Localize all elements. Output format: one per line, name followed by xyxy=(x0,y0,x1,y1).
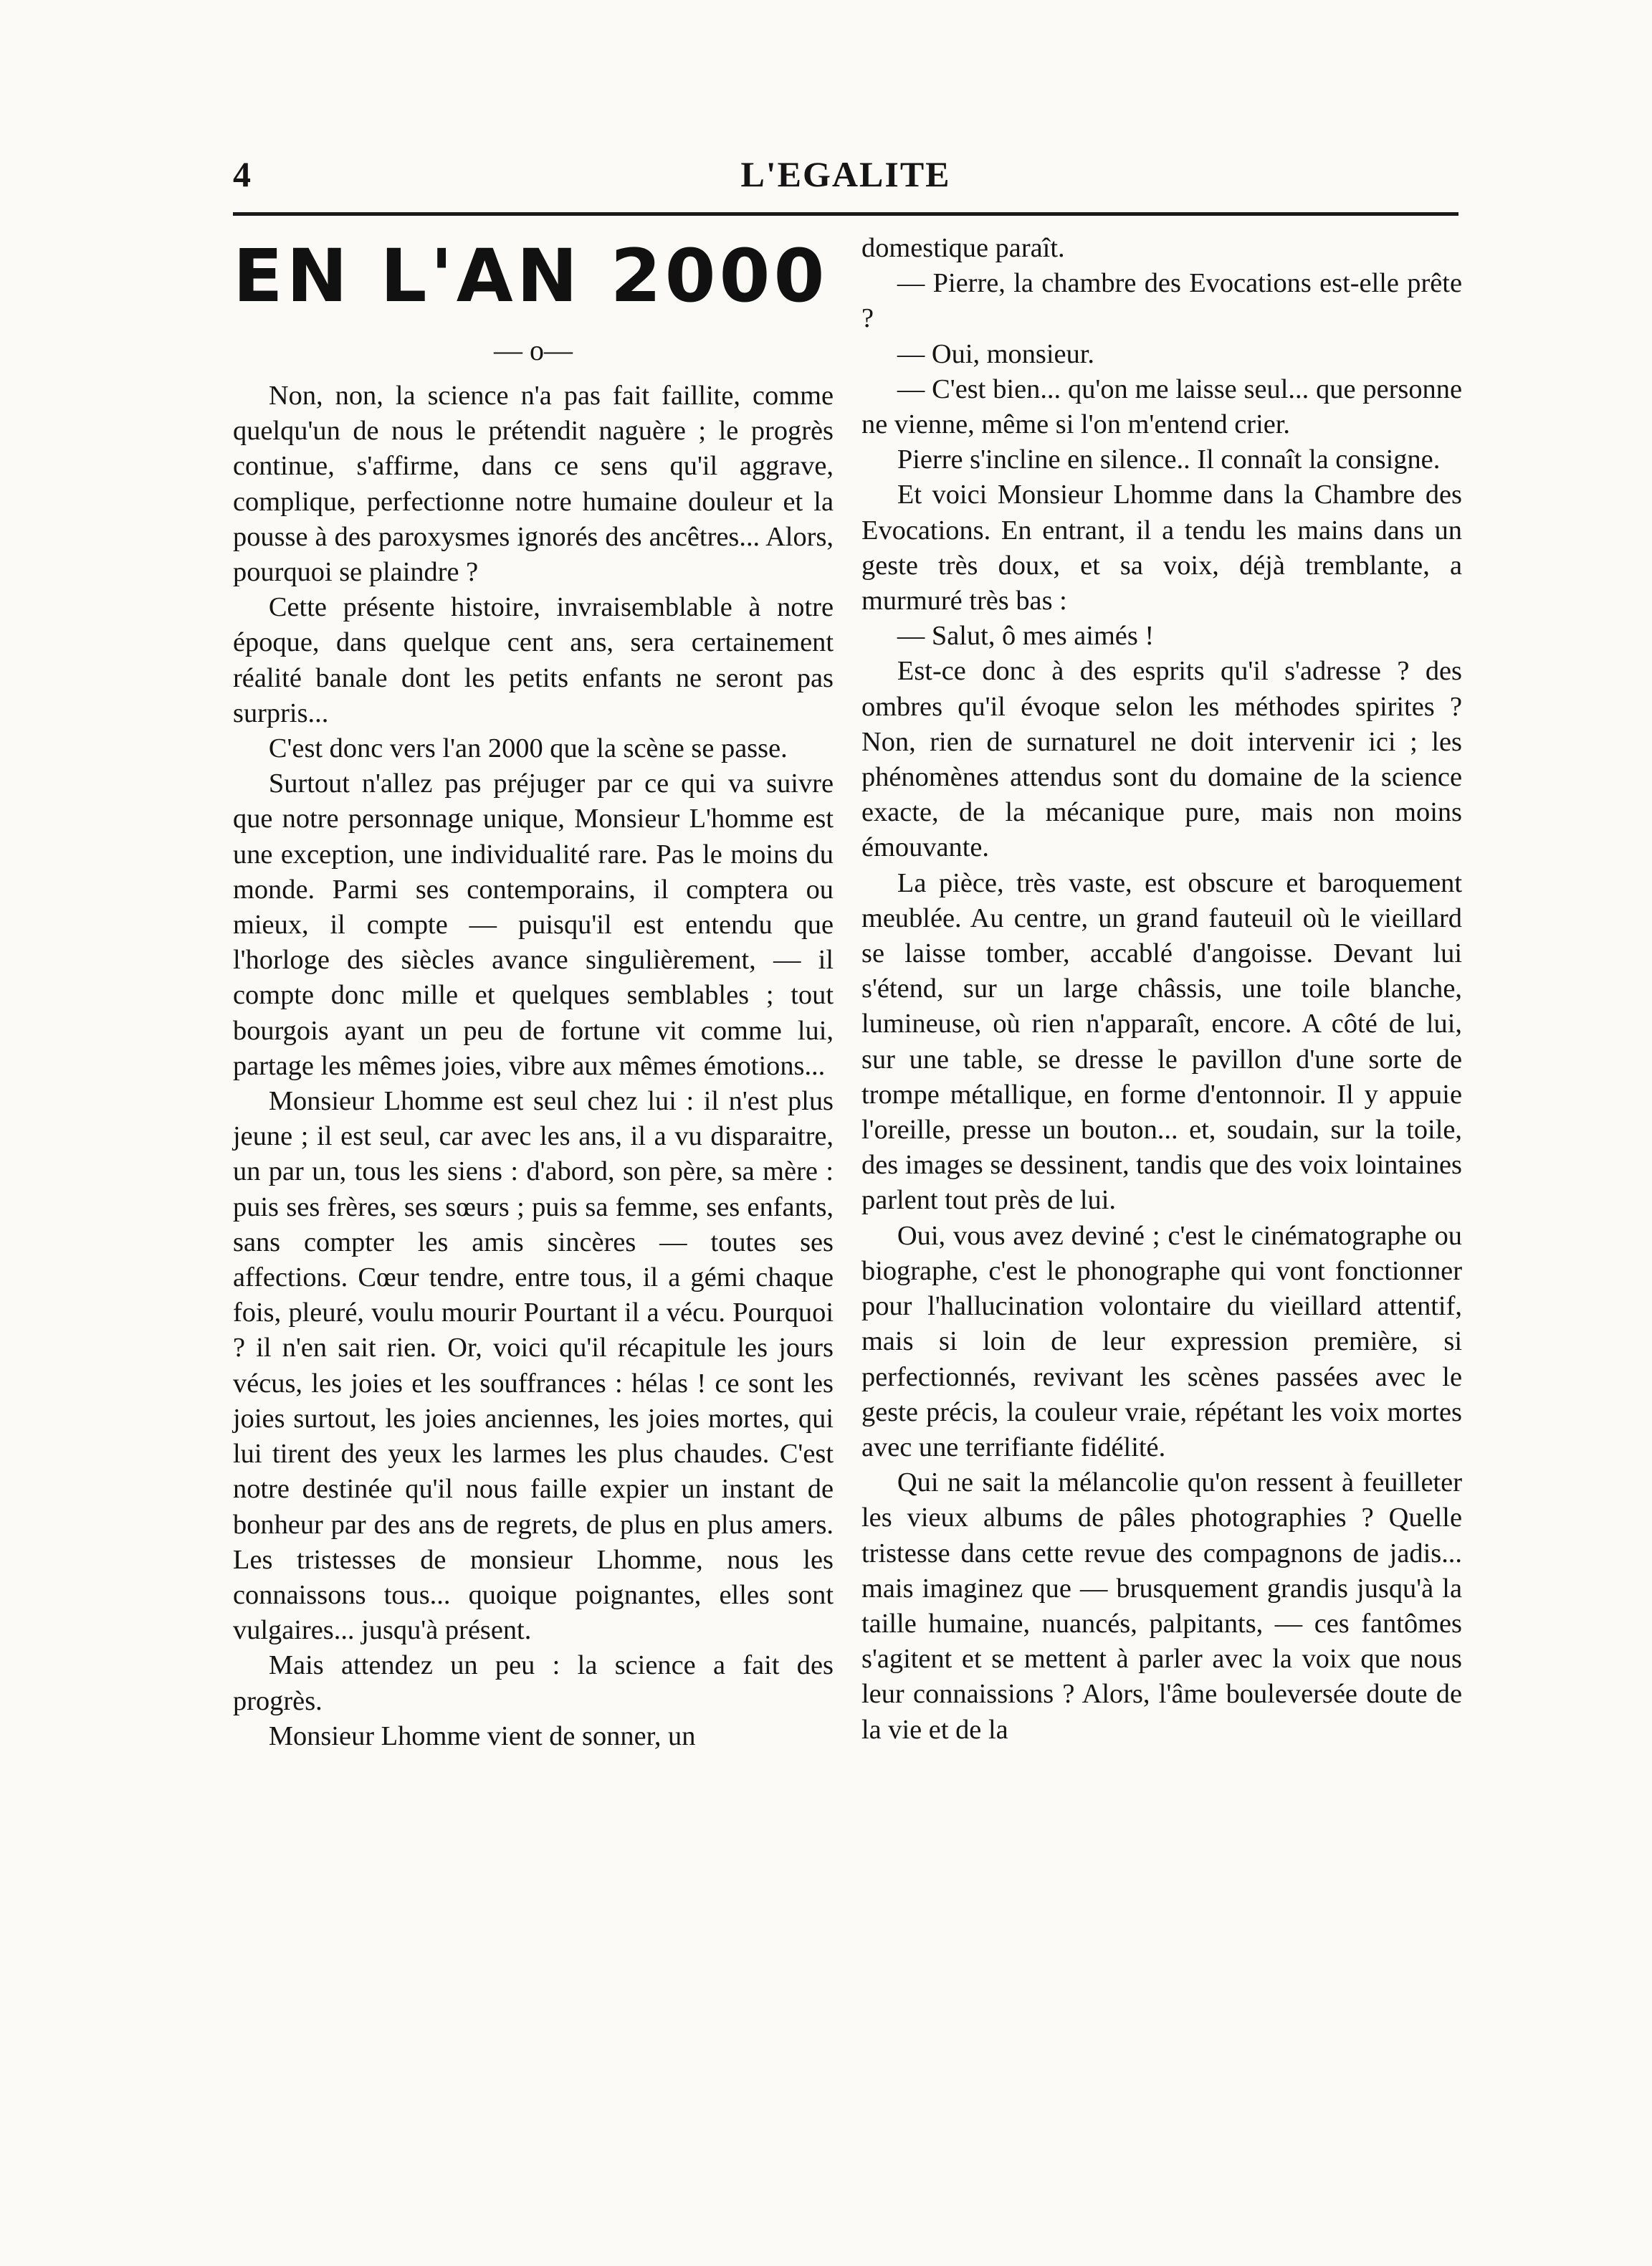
paragraph: Mais attendez un peu : la science a fait des progrès. xyxy=(233,1650,834,1716)
dialogue-line: — C'est bien... qu'on me laisse seul... que personne ne vienne, même si l'on m'entend crier. xyxy=(861,373,1462,440)
paragraph: Non, non, la science n'a pas fait faillite, comme quelqu'un de nous le prétendit naguère ; le progrès continue, s'affirme, dans ce sens qu'il aggrave, complique, perfectionne notre humaine douleur et la pousse à des paroxysmes ignorés des ancêtres... Alors, pourquoi se plaindre ? xyxy=(233,381,834,588)
paragraph: Surtout n'allez pas préjuger par ce qui va suivre que notre personnage unique, Monsieur L'homme est une exception, une individualité rare. Pas le moins du monde. Parmi ses contemporains, il comptera ou mieux, il compte — puisqu'il est entendu que l'horloge des siècles avance singulièrement, — il compte donc mille et quelques semblables ; tout bourgois ayant un peu de fortune vit comme lui, partage les mêmes joies, vibre aux mêmes émotions... xyxy=(233,768,834,1081)
paragraph: Pierre s'incline en silence.. Il connaît la consigne. xyxy=(897,444,1441,475)
page-number: 4 xyxy=(233,154,251,194)
paragraph: domestique paraît. xyxy=(861,233,1065,263)
paragraph: Cette présente histoire, invraisemblable à notre époque, dans quelque cent ans, sera certainement réalité banale dont les petits enfants ne seront pas surpris... xyxy=(233,592,834,728)
paragraph: C'est donc vers l'an 2000 que la scène se passe. xyxy=(268,733,788,764)
paragraph: Monsieur Lhomme est seul chez lui : il n'est plus jeune ; il est seul, car avec les ans, il a vu disparaitre, un par un, tous les siens : d'abord, son père, sa mère : puis ses frères, ses sœurs ; puis sa femme, ses enfants, sans compter les amis sincères — toutes ses affections. Cœur tendre, entre tous, il a gémi chaque fois, pleuré, voulu mourir Pourtant il a vécu. Pourquoi ? il n'en sait rien. Or, voici qu'il récapitule les jours vécus, les joies et les souffrances : hélas ! ce sont les joies surtout, les joies anciennes, les joies mortes, qui lui tirent des yeux les larmes les plus chaudes. C'est notre destinée qu'il nous faille expier un instant de bonheur par des ans de regrets, de plus en plus amers. Les tristesses de monsieur Lhomme, nous les connaissons tous... quoique poignantes, elles sont vulgaires... jusqu'à présent. xyxy=(233,1086,834,1646)
left-column xyxy=(233,231,834,1754)
paragraph: Monsieur Lhomme vient de sonner, un xyxy=(268,1720,696,1751)
article-title: EN L'AN 2000 xyxy=(233,234,829,319)
paragraph: Oui, vous avez deviné ; c'est le cinématographe ou biographe, c'est le phonographe qui vont fonctionner pour l'hallucination volontaire du vieillard attentif, mais si loin de leur expression première, si perfectionnés, revivant les scènes passées avec le geste précis, la couleur vraie, répétant les voix mortes avec une terrifiante fidélité. xyxy=(861,1220,1462,1462)
right-column xyxy=(861,231,1462,1748)
paragraph: Et voici Monsieur Lhomme dans la Chambre des Evocations. En entrant, il a tendu les mains dans un geste très doux, et sa voix, déjà tremblante, a murmuré très bas : xyxy=(861,480,1462,617)
page-header xyxy=(233,149,1458,199)
paragraph: La pièce, très vaste, est obscure et baroquement meublée. Au centre, un grand fauteuil où le vieillard se laisse tomber, accablé d'angoisse. Devant lui s'étend, sur un large châssis, une toile blanche, lumineuse, où rien n'apparaît, encore. A côté de lui, sur une table, se dresse le pavillon d'une sorte de trompe métallique, en forme d'entonnoir. Il y appuie l'oreille, presse un bouton... et, soudain, sur la toile, des images se dessinent, tandis que des voix lointaines parlent tout près de lui. xyxy=(861,867,1462,1216)
paragraph: Qui ne sait la mélancolie qu'on ressent à feuilleter les vieux albums de pâles photographies ? Quelle tristesse dans cette revue des compagnons de jadis... mais imaginez que — brusquement grandis jusqu'à la taille humaine, nuancés, palpitants, — ces fantômes s'agitent et se mettent à parler avec la voix que nous leur connaissions ? Alors, l'âme bouleversée doute de la vie et de la xyxy=(861,1467,1462,1745)
dialogue-line: — Salut, ô mes aimés ! xyxy=(897,621,1155,652)
title-separator: — o— xyxy=(494,334,573,366)
running-title: L'EGALITE xyxy=(740,154,951,194)
dialogue-line: — Pierre, la chambre des Evocations est-elle prête ? xyxy=(861,268,1462,334)
paragraph: Est-ce donc à des esprits qu'il s'adresse ? des ombres qu'il évoque selon les méthodes spirites ? Non, rien de surnaturel ne doit intervenir ici ; les phénomènes attendus sont du domaine de la science exacte, de la mécanique pure, mais non moins émouvante. xyxy=(861,656,1462,863)
header-rule xyxy=(233,212,1458,216)
dialogue-line: — Oui, monsieur. xyxy=(897,338,1095,369)
